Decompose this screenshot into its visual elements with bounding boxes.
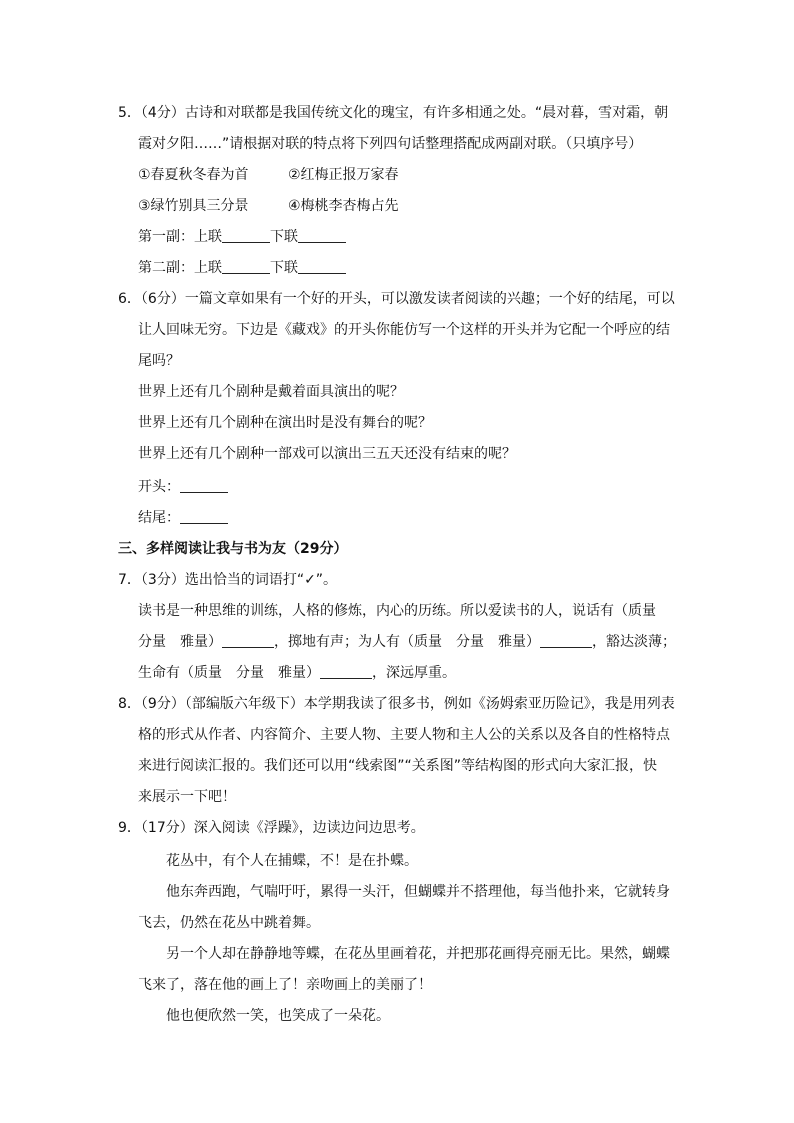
q9-line-1: 9．（17分）深入阅读《浮躁》，边读边问边思考。 [118,820,425,836]
q5-line-2: 霞对夕阳……”请根据对联的特点将下列四句话整理搭配成两副对联。（只填序号） [138,136,643,152]
q7-line-3 [138,632,676,652]
q6-start-blank[interactable] [180,478,228,493]
q7-line3-part-b: ，掷地有声；为人有（质量 分量 雅量） [274,634,540,650]
q5-pair1-upper-blank[interactable] [222,228,270,243]
q9-para-4: 他也便欣然一笑，也笑成了一朵花。 [166,1008,390,1024]
q9-para-2-line-1: 他东奔西跑，气喘吁吁，累得一头汗，但蝴蝶并不搭理他，每当他扑来，它就转身 [166,884,670,900]
q7-blank-2[interactable] [540,633,592,648]
q5-option-3: ③绿竹别具三分景 [138,198,249,214]
q6-end [138,508,228,528]
q6-quote-3: 世界上还有几个剧种一部戏可以演出三五天还没有结束的呢？ [138,446,516,462]
q7-line-1: 7．（3分）选出恰当的词语打“✓”。 [118,572,338,588]
q6-quote-1: 世界上还有几个剧种是戴着面具演出的呢？ [138,384,404,400]
q6-line-1: 6．（6分）一篇文章如果有一个好的开头，可以激发读者阅读的兴趣；一个好的结尾，可以 [118,291,675,307]
q5-pair2-upper-label: 第二副：上联 [138,260,222,276]
q6-quote-2: 世界上还有几个剧种在演出时是没有舞台的呢？ [138,415,432,431]
q7-line3-part-a: 分量 雅量） [138,634,222,650]
q7-line4-part-b: ，深远厚重。 [372,665,456,681]
q5-pair1-lower-blank[interactable] [298,228,346,243]
q7-line-2: 读书是一种思维的训练，人格的修炼，内心的历练。所以爱读书的人，说话有（质量 [138,603,656,619]
q5-pair-2 [138,258,346,278]
q8-line-1: 8．（9分）（部编版六年级下）本学期我读了很多书，例如《汤姆索亚历险记》，我是用列表 [118,696,675,712]
q8-line-4: 来展示一下吧！ [138,789,236,805]
q5-pair2-upper-blank[interactable] [222,259,270,274]
q8-line-3: 来进行阅读汇报的。我们还可以用“线索图”“关系图”等结构图的形式向大家汇报，快 [138,758,658,774]
q5-pair1-upper-label: 第一副：上联 [138,229,222,245]
q7-line3-part-c: ，豁达淡薄； [592,634,676,650]
q5-option-1: ①春夏秋冬春为首 [138,167,249,183]
q7-line-4 [138,663,456,683]
q5-option-4: ④梅桃李杏梅占先 [288,198,399,214]
q5-pair2-lower-label: 下联 [270,260,298,276]
q6-line-2: 让人回味无穷。下边是《藏戏》的开头你能仿写一个这样的开头并为它配一个呼应的结 [138,322,670,338]
q8-line-2: 格的形式从作者、内容简介、主要人物、主要人物和主人公的关系以及各自的性格特点 [138,727,670,743]
q6-line-3: 尾吗？ [138,353,180,369]
section-3-heading: 三、多样阅读让我与书为友（29分） [118,541,348,557]
q9-para-1: 花丛中，有个人在捕蝶，不！是在扑蝶。 [166,853,418,869]
q5-pair2-lower-blank[interactable] [298,259,346,274]
q7-blank-1[interactable] [222,633,274,648]
q7-line4-part-a: 生命有（质量 分量 雅量） [138,665,320,681]
q6-end-label: 结尾： [138,510,180,526]
q6-start-label: 开头： [138,479,180,495]
q9-para-2-line-2: 飞去，仍然在花丛中跳着舞。 [138,915,320,931]
q7-blank-3[interactable] [320,664,372,679]
q9-para-3-line-2: 飞来了，落在他的画上了！亲吻画上的美丽了！ [138,977,432,993]
q5-pair-1 [138,227,346,247]
q5-line-1: 5．（4分）古诗和对联都是我国传统文化的瑰宝，有许多相通之处。“晨对暮，雪对霜，朝 [118,105,669,121]
q6-start [138,477,228,497]
q5-pair1-lower-label: 下联 [270,229,298,245]
q5-option-2: ②红梅正报万家春 [288,167,399,183]
q6-end-blank[interactable] [180,509,228,524]
q9-para-3-line-1: 另一个人却在静静地等蝶，在花丛里画着花，并把那花画得亮丽无比。果然，蝴蝶 [166,946,670,962]
